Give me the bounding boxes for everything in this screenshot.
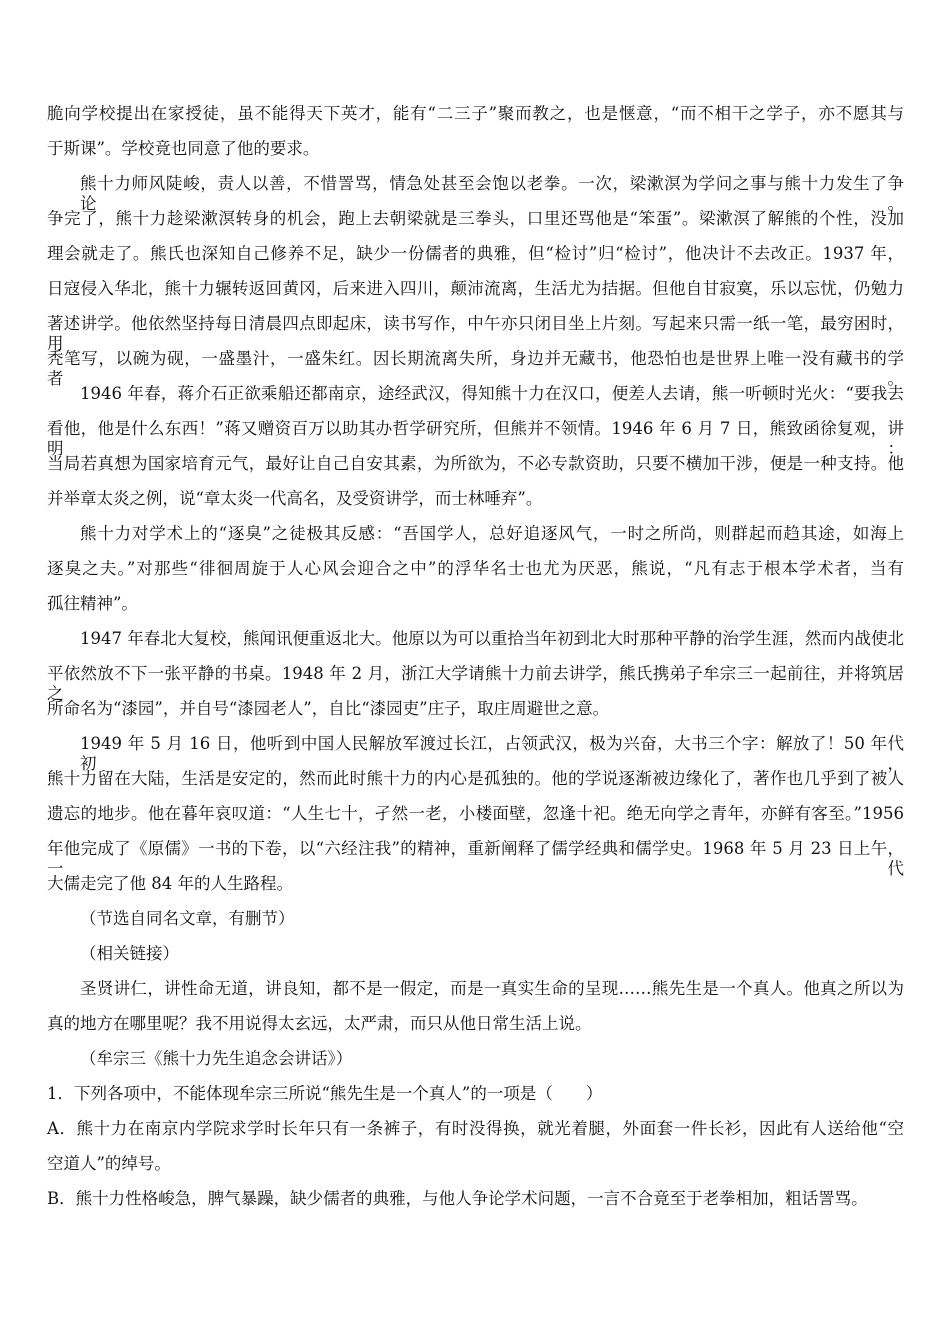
text-line: 大儒走完了他 84 年的人生路程。 [47,874,293,893]
text-line: 年他完成了《原儒》一书的下卷，以“六经注我”的精神，重新阐释了儒学经典和儒学史。1968 年 5 月 23 日上午，一代 [47,839,904,878]
text-line: 当局若真想为国家培育元气，最好让自己自安其素，为所欲为，不必专款资助，只要不横加干涉，便是一种支持。他 [47,454,904,473]
text-line: 争完了，熊十力趁梁漱溟转身的机会，跑上去朝梁就是三拳头，口里还骂他是“笨蛋”。梁漱溟了解熊的个性，没加 [47,209,904,228]
text-line: 平依然放不下一张平静的书桌。1948 年 2 月，浙江大学请熊十力前去讲学，熊氏携弟子牟宗三一起前往，并将筑居之 [47,664,904,703]
option-a-continued: 空道人”的绰号。 [47,1154,171,1173]
text-line: 秃笔写，以碗为砚，一盛墨汁，一盛朱红。因长期流离失所，身边并无藏书，他恐怕也是世界上唯一没有藏书的学者。 [47,349,904,388]
text-line: 熊十力师风陡峻，责人以善，不惜詈骂，情急处甚至会饱以老拳。一次，梁漱溟为学问之事与熊十力发生了争论。 [80,174,904,213]
option-b: B．熊十力性格峻急，脾气暴躁，缺少儒者的典雅，与他人争论学术问题，一言不合竟至于老拳相加，粗话詈骂。 [47,1189,868,1208]
text-line: 圣贤讲仁，讲性命无道，讲良知，都不是一假定，而是一真实生命的呈现……熊先生是一个真人。他真之所以为 [80,979,904,998]
text-line: 熊十力对学术上的“逐臭”之徒极其反感：“吾国学人，总好追逐风气，一时之所尚，则群起而趋其途，如海上 [80,524,904,543]
text-line: 所命名为“漆园”，并自号“漆园老人”，自比“漆园吏”庄子，取庄周避世之意。 [47,699,610,718]
text-line: 熊十力留在大陆，生活是安定的，然而此时熊十力的内心是孤独的。他的学说逐渐被边缘化了，著作也几乎到了被人 [47,769,904,788]
text-line: 逐臭之夫。”对那些“徘徊周旋于人心风会迎合之中”的浮华名士也尤为厌恶，熊说，“凡有志于根本学术者，当有 [47,559,904,578]
text-line: 于斯课”。学校竟也同意了他的要求。 [47,139,320,158]
text-line: 并举章太炎之例，说“章太炎一代高名，及受资讲学，而士林唾弃”。 [47,489,543,508]
text-line: 1946 年春，蒋介石正欲乘船还都南京，途经武汉，得知熊十力在汉口，便差人去请，熊一听顿时光火：“要我去 [80,384,904,403]
text-line: 孤往精神”。 [47,594,138,613]
question-stem: 1．下列各项中，不能体现牟宗三所说“熊先生是一个真人”的一项是（ ） [47,1084,603,1103]
text-line: 1947 年春北大复校，熊闻讯便重返北大。他原以为可以重拾当年初到北大时那种平静的治学生涯，然而内战使北 [80,629,904,648]
text-line: 看他，他是什么东西！”蒋又赠资百万以助其办哲学研究所，但熊并不领情。1946 年 6 月 7 日，熊致函徐复观，讲明： [47,419,904,458]
text-line: 遗忘的地步。他在暮年哀叹道：“人生七十，孑然一老，小楼面壁，忽逢十祀。绝无向学之青年，亦鲜有客至。”1956 [47,804,904,823]
text-line: 日寇侵入华北，熊十力辗转返回黄冈，后来进入四川，颠沛流离，生活尤为拮据。但他自甘寂寞，乐以忘忧，仍勉力 [47,279,904,298]
option-a: A．熊十力在南京内学院求学时长年只有一条裤子，有时没得换，就光着腿，外面套一件长衫，因此有人送给他“空 [47,1119,904,1138]
text-line: 理会就走了。熊氏也深知自己修养不足，缺少一份儒者的典雅，但“检讨”归“检讨”，他决计不去改正。1937 年， [47,244,904,263]
text-line: 脆向学校提出在家授徒，虽不能得天下英才，能有“二三子”聚而教之，也是惬意，“而不相干之学子，亦不愿其与 [47,104,904,123]
text-line: 著述讲学。他依然坚持每日清晨四点即起床，读书写作，中午亦只闭目坐上片刻。写起来只需一纸一笔，最穷困时，用 [47,314,904,353]
text-line: 真的地方在哪里呢？我不用说得太玄远，太严肃，而只从他日常生活上说。 [47,1014,592,1033]
source-note: （节选自同名文章，有删节） [80,909,295,928]
text-line: 1949 年 5 月 16 日，他听到中国人民解放军渡过长江，占领武汉，极为兴奋，大书三个字：解放了！50 年代初， [80,734,904,773]
link-heading: （相关链接） [80,944,179,963]
link-source: （牟宗三《熊十力先生追念会讲话》） [80,1049,353,1068]
